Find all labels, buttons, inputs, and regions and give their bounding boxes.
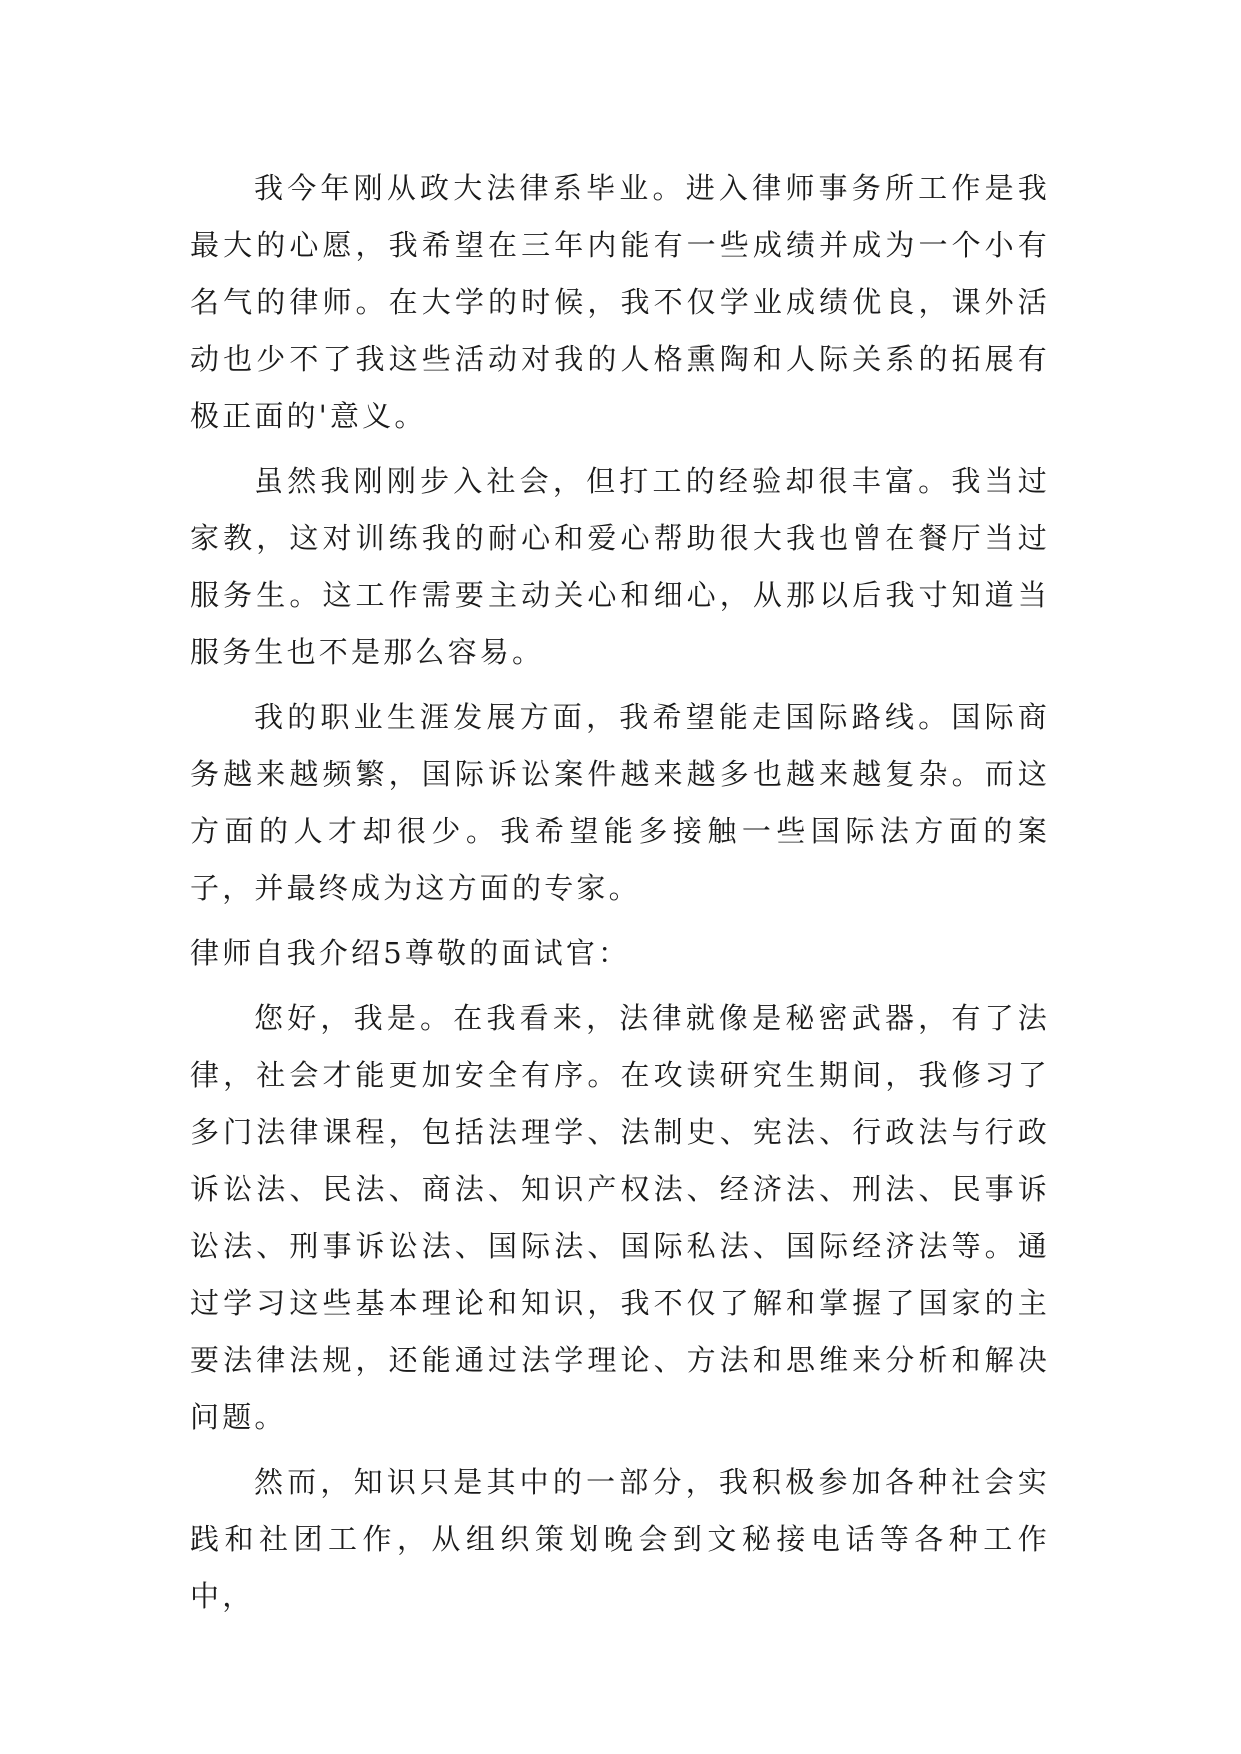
paragraph-work-experience: 虽然我刚刚步入社会，但打工的经验却很丰富。我当过家教，这对训练我的耐心和爱心帮助很大我也曾在餐厅当过服务生。这工作需要主动关心和细心，从那以后我寸知道当服务生也不是那么容易。 [190, 464, 1050, 669]
paragraph-social-practice: 然而，知识只是其中的一部分，我积极参加各种社会实践和社团工作，从组织策划晚会到文秘接电话等各种工作中， [190, 1465, 1050, 1613]
paragraph-graduation: 我今年刚从政大法律系毕业。进入律师事务所工作是我最大的心愿，我希望在三年内能有一些成绩并成为一个小有名气的律师。在大学的时候，我不仅学业成绩优良，课外活动也少不了我这些活动对我的人格熏陶和人际关系的拓展有极正面的'意义。 [190, 171, 1050, 433]
paragraph-career-plan: 我的职业生涯发展方面，我希望能走国际路线。国际商务越来越频繁，国际诉讼案件越来越多也越来越复杂。而这方面的人才却很少。我希望能多接触一些国际法方面的案子，并最终成为这方面的专家。 [190, 700, 1050, 905]
section-heading: 律师自我介绍5尊敬的面试官： [190, 936, 631, 970]
document-body [190, 160, 1050, 1633]
paragraph-introduction: 您好，我是。在我看来，法律就像是秘密武器，有了法律，社会才能更加安全有序。在攻读研究生期间，我修习了多门法律课程，包括法理学、法制史、宪法、行政法与行政诉讼法、民法、商法、知识产权法、经济法、刑法、民事诉讼法、刑事诉讼法、国际法、国际私法、国际经济法等。通过学习这些基本理论和知识，我不仅了解和掌握了国家的主要法律法规，还能通过法学理论、方法和思维来分析和解决问题。 [190, 1001, 1050, 1434]
